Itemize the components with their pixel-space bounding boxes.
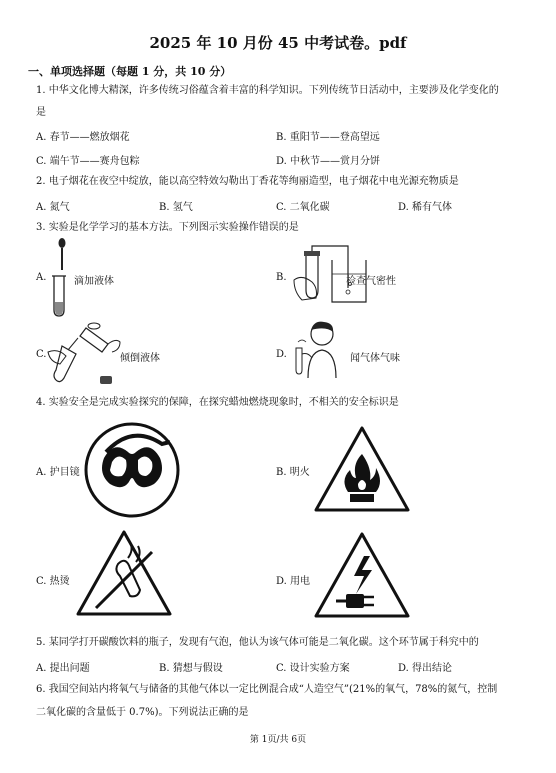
- open-flame-sign-icon: [312, 424, 412, 514]
- q5-option-d[interactable]: D. 得出结论: [398, 663, 453, 674]
- q2-stem: 2. 电子烟花在夜空中绽放，能以高空特效勾勒出丁香花等绚丽造型，电子烟花中电光源充物质是: [36, 176, 459, 187]
- q3-option-c-label: 倾倒液体: [120, 353, 160, 364]
- q1-stem-line2: 是: [36, 107, 46, 118]
- q1-option-d[interactable]: D. 中秋节——赏月分饼: [276, 156, 381, 167]
- q5-stem: 5. 某同学打开碳酸饮料的瓶子，发现有气泡，他认为该气体可能是二氧化碳。这个环节属于科究中的: [36, 637, 479, 648]
- q1-option-b[interactable]: B. 重阳节——登高望远: [276, 132, 380, 143]
- q3-option-a-letter[interactable]: A.: [36, 272, 47, 283]
- q5-option-a[interactable]: A. 提出问题: [36, 663, 90, 674]
- dropper-testtube-icon: [48, 238, 70, 318]
- page-title: 2025 年 10 月份 45 中考试卷。pdf: [149, 34, 407, 52]
- q3-option-b-letter[interactable]: B.: [276, 272, 287, 283]
- q4-option-b[interactable]: B. 明火: [276, 467, 310, 478]
- q6-stem-line2: 二氧化碳的含量低于 0.7%)。下列说法正确的是: [36, 707, 249, 718]
- q6-stem-line1: 6. 我国空间站内将氧气与储备的其他气体以一定比例混合成“人造空气”(21%的氧气，78%的氮气，控制: [36, 684, 498, 695]
- q3-option-c-letter[interactable]: C.: [36, 349, 47, 360]
- q4-stem: 4. 实验安全是完成实验探究的保障，在探究蜡烛燃烧现象时，不相关的安全标识是: [36, 397, 399, 408]
- section-heading: 一、单项选择题（每题 1 分，共 10 分）: [28, 65, 232, 78]
- hot-surface-sign-icon: [74, 528, 174, 618]
- goggles-sign-icon: [84, 420, 184, 520]
- q3-option-d-letter[interactable]: D.: [276, 349, 287, 360]
- q4-option-c[interactable]: C. 热烫: [36, 576, 70, 587]
- page-footer: 第 1页/共 6页: [249, 735, 307, 745]
- q2-option-c[interactable]: C. 二氧化碳: [276, 202, 330, 213]
- q5-option-c[interactable]: C. 设计实验方案: [276, 663, 350, 674]
- q1-option-a[interactable]: A. 春节——燃放烟花: [36, 132, 130, 143]
- q2-option-a[interactable]: A. 氮气: [36, 202, 70, 213]
- q1-option-c[interactable]: C. 端午节——赛舟包粽: [36, 156, 140, 167]
- q2-option-b[interactable]: B. 氢气: [159, 202, 193, 213]
- q3-stem: 3. 实验是化学学习的基本方法。下列图示实验操作错误的是: [36, 222, 299, 233]
- q3-option-a-label: 滴加液体: [74, 276, 114, 287]
- q3-option-b-label: 检查气密性: [346, 276, 396, 287]
- pouring-liquid-icon: [46, 320, 126, 390]
- q3-option-d-label: 闻气体气味: [350, 353, 400, 364]
- q4-option-d[interactable]: D. 用电: [276, 576, 311, 587]
- q2-option-d[interactable]: D. 稀有气体: [398, 202, 453, 213]
- smelling-gas-icon: [292, 318, 348, 388]
- q4-option-a[interactable]: A. 护目镜: [36, 467, 80, 478]
- electricity-sign-icon: [312, 530, 412, 620]
- q5-option-b[interactable]: B. 猜想与假设: [159, 663, 223, 674]
- q1-stem-line1: 1. 中华文化博大精深，许多传统习俗蕴含着丰富的科学知识。下列传统节日活动中，主要涉及化学变化的: [36, 85, 499, 96]
